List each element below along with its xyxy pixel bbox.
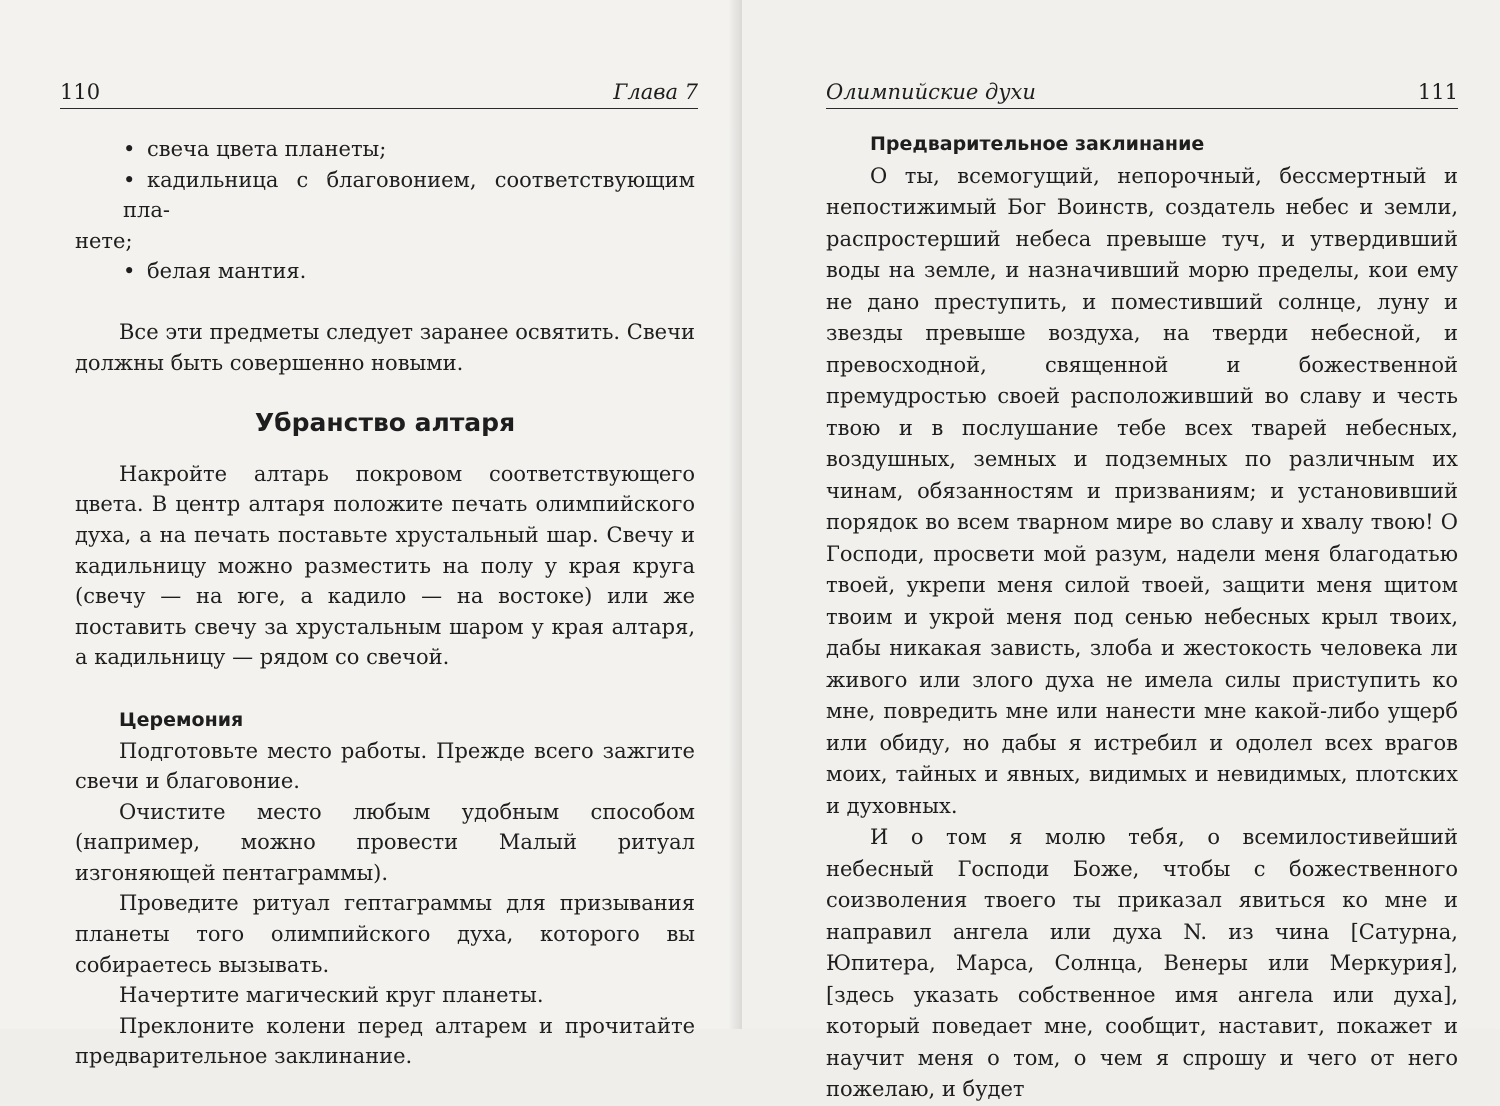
- list-item: • кадильница с благовонием, соответствующим пла-: [75, 165, 695, 226]
- left-page-body: [75, 134, 695, 1072]
- ceremony-step: Подготовьте место работы. Прежде всего зажгите свечи и благовоние.: [75, 738, 695, 794]
- right-page: [742, 0, 1500, 1101]
- right-running-header: [826, 74, 1458, 109]
- bullet-list: [75, 134, 695, 287]
- list-item-continuation: нете;: [75, 228, 133, 253]
- bullet-icon: •: [123, 167, 136, 192]
- bullet-icon: •: [123, 137, 136, 161]
- left-running-head-title: Глава 7: [613, 80, 698, 104]
- paragraph-invocation-1: О ты, всемогущий, непорочный, бессмертный и непостижимый Бог Воинств, создатель небес и земли, распростерший небеса превыше туч, и утвердивший воды на земле, и назначивший морю пределы, кои ему не дано преступить, и поместивший солнце, луну и звезды превыше воздуха, на тверди небесной, и превосходной, священной и божественной премудростью своей расположивший во славу и честь твою и в послушание тебе всех тварей небесных, воздушных, земных и подземных по различным их чинам, обязанностям и призваниям; и установивший порядок во всем тварном мире во славу и хвалу твою! О Господи, просвети мой разум, надели меня благодатью твоей, укрепи меня силой твоей, защити меня щитом твоим и укрой меня под сенью небесных крыл твоих, дабы никакая зависть, злоба и жестокость человека ли живого или злого духа не имела силы приступить ко мне, повредить мне или нанести мне какой-либо ущерб или обиду, но дабы я истребил и одолел всех врагов моих, тайных и явных, видимых и невидимых, плотских и духовных.: [826, 163, 1458, 818]
- ceremony-step: Очистите место любым удобным способом (например, можно провести Малый ритуал изгоняющей пентаграммы).: [75, 799, 695, 885]
- left-page: [0, 0, 742, 1069]
- paragraph-invocation-2: И о том я молю тебя, о всемилостивейший небесный Господи Боже, чтобы с божественного соизволения твоего ты приказал явиться ко мне и направил ангела или духа N. из чина [Сатурна, Юпитера, Марса, Солнца, Венеры или Меркурия], [здесь указать собственное имя ангела или духа], который поведает мне, сообщит, наставит, покажет и научит меня о том, о чем я спрошу и чего от него пожелаю, и будет: [826, 825, 1458, 1101]
- bullet-icon: •: [123, 259, 136, 284]
- list-item: • белая мантия.: [75, 256, 695, 287]
- list-item: • свеча цвета планеты;: [75, 134, 695, 165]
- right-running-head-title: Олимпийские духи: [826, 80, 1036, 104]
- paragraph-altar: Накройте алтарь покровом соответствующего цвета. В центр алтаря положите печать олимпийского духа, а на печать поставьте хрустальный шар. Свечу и кадильницу можно разместить на полу у края круга (свечу — на юге, а кадило — на востоке) или же поставить свечу за хрустальным шаром у края алтаря, а кадильницу — рядом со свечой.: [75, 461, 695, 670]
- right-page-body: [826, 129, 1458, 1106]
- right-page-number: 111: [1417, 80, 1458, 104]
- ceremony-step: Начертите магический круг планеты.: [119, 983, 544, 1008]
- subheading-ceremony: Церемония: [119, 708, 244, 731]
- ceremony-step: Преклоните колени перед алтарем и прочитайте предварительное заклинание.: [75, 1013, 695, 1069]
- left-page-number: 110: [60, 80, 101, 104]
- section-title: Убранство алтаря: [254, 408, 516, 438]
- paragraph-consecration: Все эти предметы следует заранее освятить. Свечи должны быть совершенно новыми.: [75, 319, 695, 375]
- left-running-header: [60, 74, 698, 109]
- subheading-invocation: Предварительное заклинание: [870, 133, 1205, 155]
- ceremony-step: Проведите ритуал гептаграммы для призывания планеты того олимпийского духа, которого вы собираетесь вызывать.: [75, 891, 695, 977]
